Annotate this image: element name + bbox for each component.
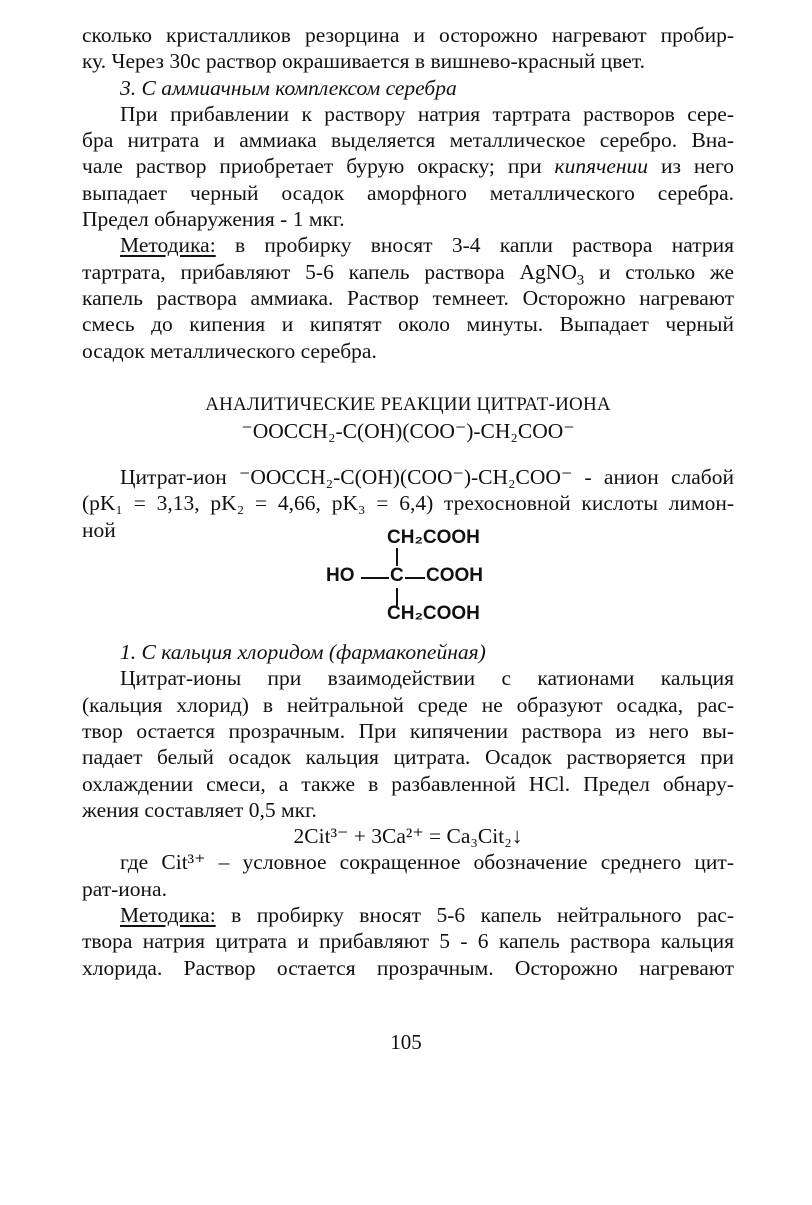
structure-hydroxyl: HO <box>326 565 355 587</box>
method-line: Методика: в пробирку вносят 5-6 капель нейтрального рас- <box>120 903 734 928</box>
citrate-formula: ⁻OOCCH₂-C(OH)(COO⁻)-CH₂COO⁻ <box>241 418 575 443</box>
method-line: Методика: в пробирку вносят 3-4 капли раствора натрия <box>120 233 734 258</box>
method-label: Методика: <box>120 233 216 258</box>
text-line: бра нитрата и аммиака выделяется металлическое серебро. Вна- <box>82 128 734 153</box>
page-number: 105 <box>390 1030 422 1054</box>
structure-bottom-group: CH₂COOH <box>387 603 480 625</box>
text-line: тартрата, прибавляют 5-6 капель раствора AgNO$_3$ и столько же <box>82 259 734 288</box>
text-line: рат-иона. <box>82 876 167 901</box>
text-line: чале раствор приобретает бурую окраску; при кипячении из него <box>82 154 734 179</box>
text-line: где Cit³⁺ – условное сокращенное обозначение среднего цит- <box>120 850 734 875</box>
text-line: Цитрат-ион ⁻OOCCH₂-C(OH)(COO⁻)-CH₂COO⁻ - анион слабой <box>120 465 734 490</box>
text-line: жения составляет 0,5 мкг. <box>82 797 317 822</box>
text-line: падает белый осадок кальция цитрата. Осадок растворяется при <box>82 745 734 770</box>
text-line: выпадает черный осадок аморфного металлического серебра. <box>82 180 734 205</box>
pk-line: (pK₁ = 3,13, pK₂ = 4,66, pK₃ = 6,4) трехосновной кислоты лимон- <box>82 491 734 516</box>
text-line: ку. Через 30с раствор окрашивается в вишнево-красный цвет. <box>82 49 645 74</box>
citrate-heading: АНАЛИТИЧЕСКИЕ РЕАКЦИИ ЦИТРАТ-ИОНА <box>205 393 611 415</box>
text-line: капель раствора аммиака. Раствор темнеет. Осторожно нагревают <box>82 285 734 310</box>
text-line: осадок металлического серебра. <box>82 338 377 363</box>
text-line: твор остается прозрачным. При кипячении раствора из него вы- <box>82 718 734 743</box>
citric-acid-structure <box>82 527 734 639</box>
text-line: сколько кристалликов резорцина и осторожно нагревают пробир- <box>82 23 734 47</box>
text-line: охлаждении смеси, а также в разбавленной HCl. Предел обнару- <box>82 771 734 796</box>
page-content <box>82 22 734 981</box>
section-heading-silver: 3. С аммиачным комплексом серебра <box>120 75 457 100</box>
text-line: Предел обнаружения - 1 мкг. <box>82 207 345 232</box>
text-line: Цитрат-ионы при взаимодействии с катионами кальция <box>120 666 734 691</box>
text-line: смесь до кипения и кипятят около минуты. Выпадает черный <box>82 312 734 337</box>
reaction-equation: 2Cit³⁻ + 3Ca²⁺ = Ca₃Cit₂↓ <box>293 824 523 849</box>
structure-central-carbon: C <box>390 565 404 587</box>
text-line: твора натрия цитрата и прибавляют 5 - 6 капель раствора кальция <box>82 929 734 954</box>
cit-symbol: где Cit³⁺ <box>120 850 206 875</box>
section-heading-calcium: 1. С кальция хлоридом (фармакопейная) <box>120 640 486 665</box>
structure-top-group: CH₂COOH <box>387 527 480 549</box>
structure-middle-group: COOH <box>426 565 483 587</box>
method-label: Методика: <box>120 903 216 928</box>
text-line: (кальция хлорид) в нейтральной среде не образуют осадка, рас- <box>82 692 734 717</box>
text-line: ной <box>82 517 116 542</box>
text-line: При прибавлении к раствору натрия тартрата растворов сере- <box>120 101 734 126</box>
text-line: хлорида. Раствор остается прозрачным. Осторожно нагревают <box>82 955 734 980</box>
